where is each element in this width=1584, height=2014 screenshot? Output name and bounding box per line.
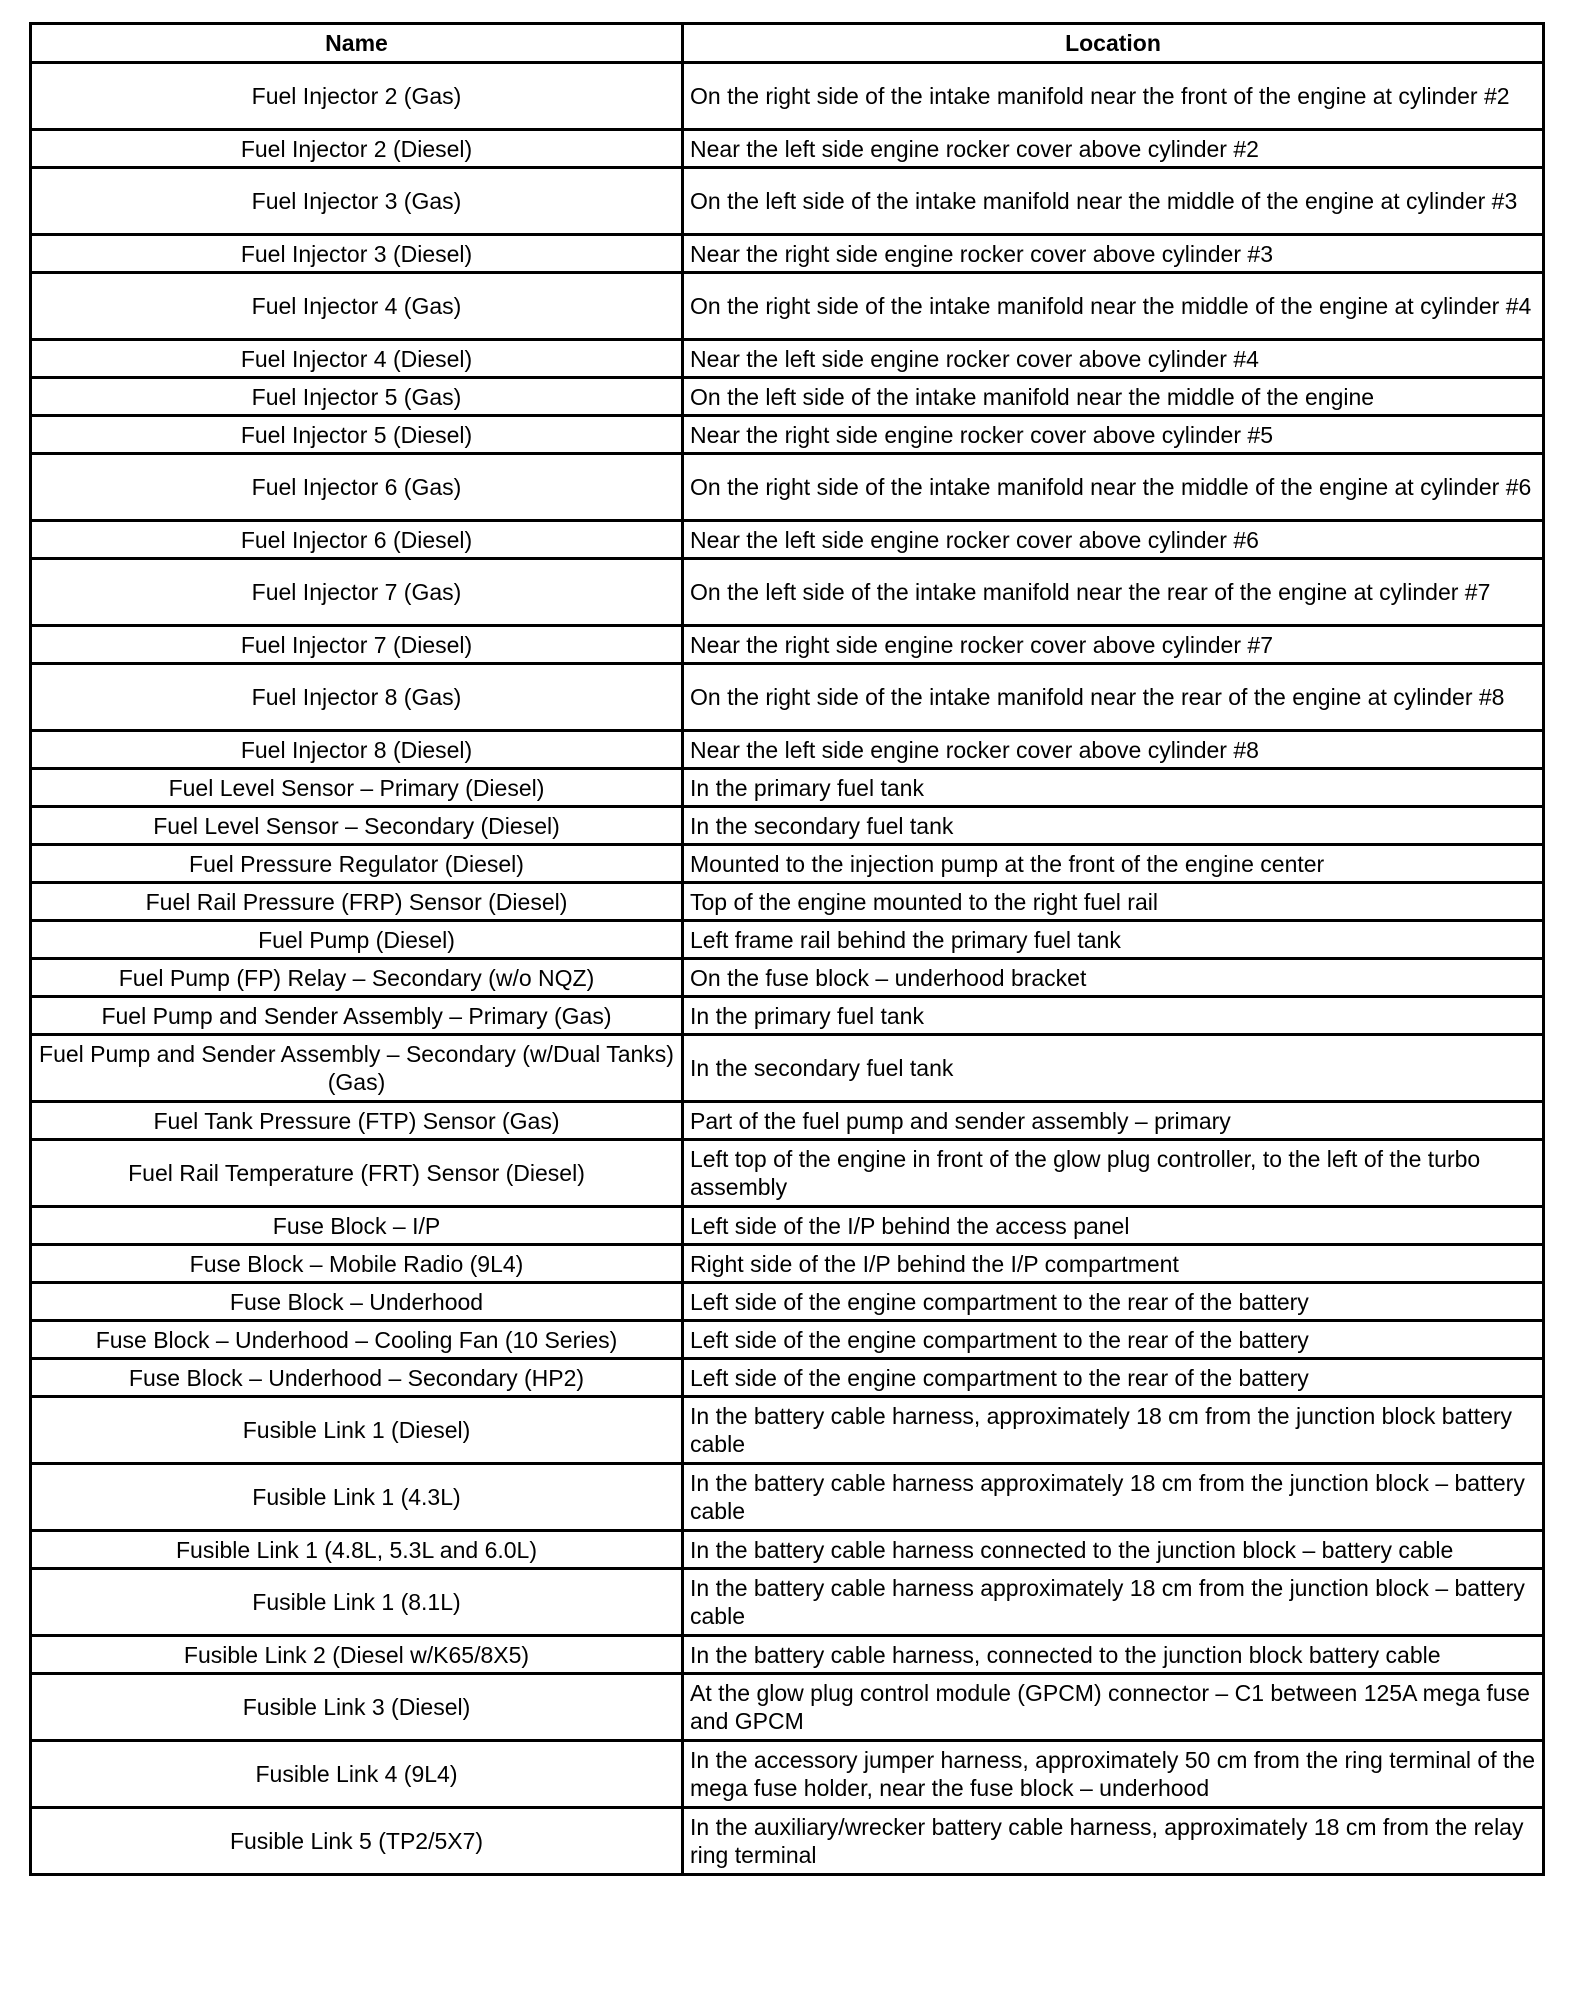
component-location: Part of the fuel pump and sender assembly – primary	[683, 1102, 1544, 1140]
table-row	[31, 168, 1544, 235]
table-row	[31, 63, 1544, 130]
component-location: Left side of the I/P behind the access panel	[683, 1207, 1544, 1245]
component-name: Fusible Link 1 (4.3L)	[31, 1464, 683, 1531]
component-name: Fuel Pump and Sender Assembly – Secondary (w/Dual Tanks) (Gas)	[31, 1035, 683, 1102]
component-location: In the secondary fuel tank	[683, 807, 1544, 845]
component-location: Near the right side engine rocker cover above cylinder #7	[683, 626, 1544, 664]
table-row	[31, 130, 1544, 168]
table-row	[31, 997, 1544, 1035]
component-name: Fuel Pressure Regulator (Diesel)	[31, 845, 683, 883]
component-name: Fusible Link 3 (Diesel)	[31, 1674, 683, 1741]
component-name: Fuel Injector 5 (Diesel)	[31, 416, 683, 454]
component-name: Fuel Level Sensor – Primary (Diesel)	[31, 769, 683, 807]
component-location: In the battery cable harness, approximately 18 cm from the junction block battery cable	[683, 1397, 1544, 1464]
component-name: Fusible Link 1 (Diesel)	[31, 1397, 683, 1464]
component-name: Fuel Injector 5 (Gas)	[31, 378, 683, 416]
component-name: Fuel Injector 3 (Gas)	[31, 168, 683, 235]
component-name: Fuel Level Sensor – Secondary (Diesel)	[31, 807, 683, 845]
component-name: Fusible Link 1 (8.1L)	[31, 1569, 683, 1636]
column-header-name: Name	[31, 24, 683, 63]
component-location: In the battery cable harness approximately 18 cm from the junction block – battery cable	[683, 1464, 1544, 1531]
table-row	[31, 273, 1544, 340]
component-name: Fuse Block – Mobile Radio (9L4)	[31, 1245, 683, 1283]
table-row	[31, 340, 1544, 378]
table-row	[31, 959, 1544, 997]
table-row	[31, 559, 1544, 626]
component-location: In the battery cable harness approximately 18 cm from the junction block – battery cable	[683, 1569, 1544, 1636]
table-row	[31, 807, 1544, 845]
table-row	[31, 1397, 1544, 1464]
component-location: In the primary fuel tank	[683, 997, 1544, 1035]
table-row	[31, 731, 1544, 769]
table-row	[31, 235, 1544, 273]
component-name: Fuel Injector 6 (Gas)	[31, 454, 683, 521]
table-row	[31, 883, 1544, 921]
component-name: Fusible Link 5 (TP2/5X7)	[31, 1808, 683, 1875]
component-location: Near the left side engine rocker cover above cylinder #2	[683, 130, 1544, 168]
table-row	[31, 1741, 1544, 1808]
component-location: In the secondary fuel tank	[683, 1035, 1544, 1102]
table-row	[31, 1464, 1544, 1531]
component-location: Left top of the engine in front of the glow plug controller, to the left of the turbo assembly	[683, 1140, 1544, 1207]
component-location: Near the left side engine rocker cover above cylinder #8	[683, 731, 1544, 769]
table-row	[31, 1674, 1544, 1741]
component-location: At the glow plug control module (GPCM) connector – C1 between 125A mega fuse and GPCM	[683, 1674, 1544, 1741]
component-location: Top of the engine mounted to the right fuel rail	[683, 883, 1544, 921]
component-name: Fuel Injector 4 (Gas)	[31, 273, 683, 340]
table-row	[31, 454, 1544, 521]
column-header-location: Location	[683, 24, 1544, 63]
component-name: Fuel Pump (FP) Relay – Secondary (w/o NQZ)	[31, 959, 683, 997]
component-location: Mounted to the injection pump at the front of the engine center	[683, 845, 1544, 883]
component-location: On the left side of the intake manifold near the middle of the engine at cylinder #3	[683, 168, 1544, 235]
table-row	[31, 626, 1544, 664]
component-location: On the right side of the intake manifold near the middle of the engine at cylinder #4	[683, 273, 1544, 340]
table-row	[31, 1245, 1544, 1283]
component-location-table-page	[29, 22, 1542, 1876]
component-location: Right side of the I/P behind the I/P compartment	[683, 1245, 1544, 1283]
table-row	[31, 416, 1544, 454]
component-name: Fusible Link 1 (4.8L, 5.3L and 6.0L)	[31, 1531, 683, 1569]
component-location: Left side of the engine compartment to the rear of the battery	[683, 1359, 1544, 1397]
component-location: Left side of the engine compartment to the rear of the battery	[683, 1321, 1544, 1359]
component-location-table	[29, 22, 1545, 1876]
component-name: Fuel Rail Pressure (FRP) Sensor (Diesel)	[31, 883, 683, 921]
table-row	[31, 1102, 1544, 1140]
component-location: In the auxiliary/wrecker battery cable harness, approximately 18 cm from the relay ring terminal	[683, 1808, 1544, 1875]
table-row	[31, 1531, 1544, 1569]
component-location: In the battery cable harness connected to the junction block – battery cable	[683, 1531, 1544, 1569]
component-name: Fuel Injector 2 (Diesel)	[31, 130, 683, 168]
component-location: Near the left side engine rocker cover above cylinder #4	[683, 340, 1544, 378]
table-row	[31, 378, 1544, 416]
component-location: Near the left side engine rocker cover above cylinder #6	[683, 521, 1544, 559]
component-name: Fuse Block – I/P	[31, 1207, 683, 1245]
table-row	[31, 1359, 1544, 1397]
component-location: On the right side of the intake manifold near the middle of the engine at cylinder #6	[683, 454, 1544, 521]
component-name: Fuel Injector 4 (Diesel)	[31, 340, 683, 378]
table-header-row	[31, 24, 1544, 63]
table-row	[31, 1035, 1544, 1102]
table-row	[31, 769, 1544, 807]
component-name: Fusible Link 4 (9L4)	[31, 1741, 683, 1808]
component-name: Fuel Tank Pressure (FTP) Sensor (Gas)	[31, 1102, 683, 1140]
component-location: Left side of the engine compartment to the rear of the battery	[683, 1283, 1544, 1321]
table-row	[31, 521, 1544, 559]
component-name: Fuel Injector 7 (Gas)	[31, 559, 683, 626]
table-row	[31, 1207, 1544, 1245]
component-location: Near the right side engine rocker cover above cylinder #5	[683, 416, 1544, 454]
component-location: In the battery cable harness, connected to the junction block battery cable	[683, 1636, 1544, 1674]
component-location: On the right side of the intake manifold near the front of the engine at cylinder #2	[683, 63, 1544, 130]
component-location: Left frame rail behind the primary fuel tank	[683, 921, 1544, 959]
component-location: In the accessory jumper harness, approximately 50 cm from the ring terminal of the mega fuse holder, near the fuse block – underhood	[683, 1741, 1544, 1808]
component-name: Fuel Rail Temperature (FRT) Sensor (Diesel)	[31, 1140, 683, 1207]
component-location: On the right side of the intake manifold near the rear of the engine at cylinder #8	[683, 664, 1544, 731]
table-row	[31, 1321, 1544, 1359]
component-name: Fuel Pump and Sender Assembly – Primary (Gas)	[31, 997, 683, 1035]
component-name: Fuel Injector 2 (Gas)	[31, 63, 683, 130]
component-location: On the left side of the intake manifold near the rear of the engine at cylinder #7	[683, 559, 1544, 626]
component-name: Fuse Block – Underhood	[31, 1283, 683, 1321]
table-row	[31, 1636, 1544, 1674]
table-row	[31, 921, 1544, 959]
table-row	[31, 1808, 1544, 1875]
component-name: Fuse Block – Underhood – Secondary (HP2)	[31, 1359, 683, 1397]
component-location: On the left side of the intake manifold near the middle of the engine	[683, 378, 1544, 416]
component-name: Fuse Block – Underhood – Cooling Fan (10 Series)	[31, 1321, 683, 1359]
component-name: Fuel Injector 6 (Diesel)	[31, 521, 683, 559]
table-row	[31, 1283, 1544, 1321]
component-name: Fusible Link 2 (Diesel w/K65/8X5)	[31, 1636, 683, 1674]
component-location: Near the right side engine rocker cover above cylinder #3	[683, 235, 1544, 273]
component-name: Fuel Pump (Diesel)	[31, 921, 683, 959]
component-name: Fuel Injector 8 (Gas)	[31, 664, 683, 731]
component-location: On the fuse block – underhood bracket	[683, 959, 1544, 997]
component-name: Fuel Injector 7 (Diesel)	[31, 626, 683, 664]
component-location: In the primary fuel tank	[683, 769, 1544, 807]
component-name: Fuel Injector 8 (Diesel)	[31, 731, 683, 769]
table-row	[31, 1569, 1544, 1636]
table-row	[31, 664, 1544, 731]
table-row	[31, 845, 1544, 883]
component-name: Fuel Injector 3 (Diesel)	[31, 235, 683, 273]
table-row	[31, 1140, 1544, 1207]
